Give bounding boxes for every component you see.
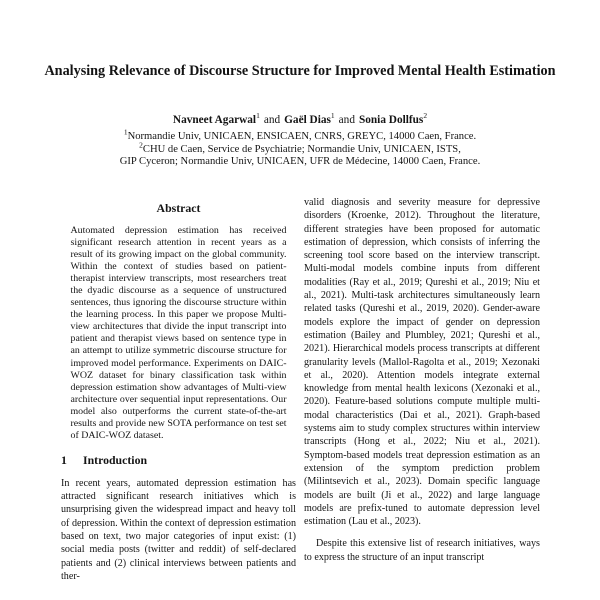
affiliation-line (0, 156, 600, 169)
affiliation-marker: 2 (139, 140, 143, 150)
continuation-paragraph: valid diagnosis and severity measure for depressive disorders (Kroenke, 2012). Throughout the literature, different strategies have been proposed for automatic estimation of depression, which consists of inferring the screening tool score based on the interview transcript. Multi-modal models combine inputs from different modalities (Ray et al., 2019; Qureshi et al., 2019; Niu et al., 2021). Multi-task architectures simultaneously learn related tasks (Qureshi et al., 2019, 2020). Gender-aware models explore the impact of gender on depression estimation (Bailey and Plumbley, 2021; Qureshi et al., 2021). Hierarchical models process transcripts at different granularity levels (Mallol-Ragolta et al., 2019; Xezonaki et al., 2020). Attention models integrate external knowledge from mental health lexicons (Xezonaki et al., 2020). Feature-based solutions compute multiple multi-modal characteristics (Dai et al., 2021). Graph-based systems aim to study complex structures within interview transcripts (Hong et al., 2022; Niu et al., 2021). Symptom-based models treat depression estimation as an extension of the symptom prediction problem (Milintsevich et al., 2023). Domain specific language models are built (Ji et al., 2022) and large language models are prefix-tuned to automate depression level estimation (Lau et al., 2023). (304, 197, 540, 528)
despite-paragraph: Despite this extensive list of research initiatives, ways to express the structure of an input transcript (304, 538, 540, 563)
affiliation-text: Normandie Univ, UNICAEN, ENSICAEN, CNRS, GREYC, 14000 Caen, France. (127, 131, 477, 142)
author-line (0, 111, 600, 126)
author-name: Gaël Dias (284, 114, 331, 126)
left-column (61, 201, 296, 583)
and-separator: and (263, 114, 281, 126)
author-affiliation-marker: 1 (330, 111, 335, 121)
right-column (304, 196, 540, 600)
author-affiliation-marker: 1 (256, 111, 260, 121)
section-number: 1 (61, 452, 67, 467)
author-affiliation-marker: 2 (423, 111, 428, 121)
affiliation-marker: 1 (123, 127, 128, 137)
affiliation-block (0, 127, 600, 169)
affiliation-text: GIP Cyceron; Normandie Univ, UNICAEN, UFR de Médecine, 14000 Caen, France. (119, 156, 481, 168)
affiliation-line (0, 127, 600, 144)
author-name: Navneet Agarwal (172, 114, 257, 126)
affiliation-line (0, 140, 600, 157)
author (358, 111, 428, 126)
section-heading-introduction (61, 453, 296, 468)
and-separator: and (338, 114, 355, 126)
author-name: Sonia Dollfus (358, 114, 424, 126)
affiliation-text: CHU de Caen, Service de Psychiatrie; Normandie Univ, UNICAEN, ISTS, (142, 143, 461, 155)
author (172, 111, 260, 126)
section-title: Introduction (83, 452, 148, 467)
paper-title: Analysing Relevance of Discourse Structure for Improved Mental Health Estimation (44, 63, 556, 79)
author (284, 111, 335, 126)
abstract-body: Automated depression estimation has received significant research attention in recent years as a result of its growing impact on the global community. Within the context of studies based on patient-therapist interview transcripts, most researchers treat the dyadic discourse as a sequence of unstructured sentences, thus ignoring the discourse structure within the learning process. In this paper we propose Multi-view architectures that divide the input transcript into patient and therapist views based on sentence type in an attempt to utilize symmetric discourse structure for improved model performance. Experiments on DAIC-WOZ dataset for binary classification task within depression estimation show advantages of Multi-view architecture over sequential input representations. Our model also outperforms the current state-of-the-art results and provide new SOTA performance on test set of DAIC-WOZ dataset. (70, 225, 287, 441)
introduction-paragraph: In recent years, automated depression estimation has attracted significant research initiatives which is unsurprising given the widespread impact and heavy toll of depression. Within the context of depression estimation based on text, two major categories of input exist: (1) social media posts (twitter and reddit) of self-declared patients and (2) clinical interviews between patients and ther- (61, 477, 296, 582)
abstract-heading: Abstract (156, 201, 201, 215)
